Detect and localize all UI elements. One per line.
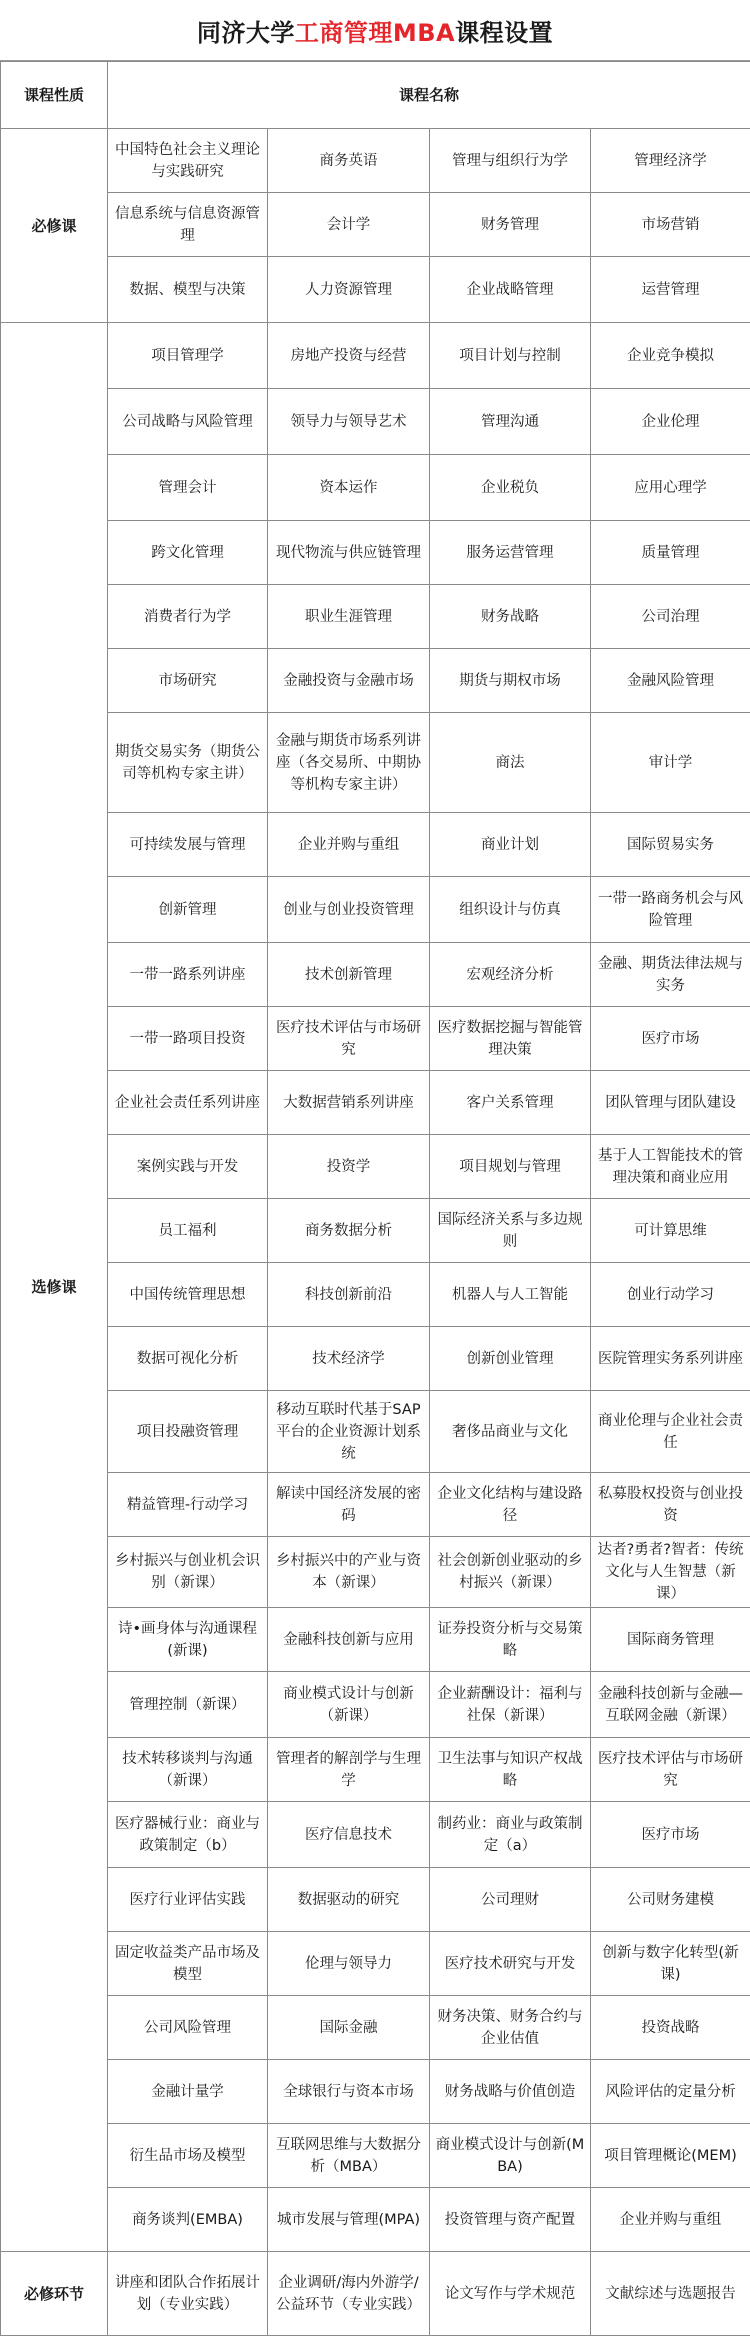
course-cell: 管理控制（新课） bbox=[108, 1672, 268, 1738]
table-row bbox=[1, 1135, 750, 1199]
course-cell: 卫生法事与知识产权战略 bbox=[430, 1738, 591, 1802]
course-cell: 金融投资与金融市场 bbox=[268, 649, 430, 713]
course-cell: 财务战略与价值创造 bbox=[430, 2060, 591, 2124]
course-cell: 项目管理学 bbox=[108, 323, 268, 389]
course-cell: 解读中国经济发展的密码 bbox=[268, 1473, 430, 1537]
course-cell: 金融与期货市场系列讲座（各交易所、中期协等机构专家主讲） bbox=[268, 713, 430, 813]
table-row bbox=[1, 1537, 750, 1608]
table-row bbox=[1, 1738, 750, 1802]
table-row bbox=[1, 193, 750, 257]
course-cell: 跨文化管理 bbox=[108, 521, 268, 585]
header-category: 课程性质 bbox=[1, 62, 108, 129]
course-cell: 医疗市场 bbox=[591, 1007, 750, 1071]
course-cell: 审计学 bbox=[591, 713, 750, 813]
course-cell: 大数据营销系列讲座 bbox=[268, 1071, 430, 1135]
course-cell: 金融风险管理 bbox=[591, 649, 750, 713]
course-cell: 数据驱动的研究 bbox=[268, 1868, 430, 1932]
course-cell: 数据可视化分析 bbox=[108, 1327, 268, 1391]
table-row bbox=[1, 585, 750, 649]
table-row bbox=[1, 521, 750, 585]
table-row bbox=[1, 1868, 750, 1932]
course-cell: 职业生涯管理 bbox=[268, 585, 430, 649]
course-cell: 财务决策、财务合约与企业估值 bbox=[430, 1996, 591, 2060]
table-row bbox=[1, 1007, 750, 1071]
course-cell: 乡村振兴与创业机会识别（新课） bbox=[108, 1537, 268, 1608]
course-cell: 科技创新前沿 bbox=[268, 1263, 430, 1327]
table-header-row bbox=[1, 62, 750, 129]
course-cell: 消费者行为学 bbox=[108, 585, 268, 649]
course-cell: 私募股权投资与创业投资 bbox=[591, 1473, 750, 1537]
course-cell: 管理沟通 bbox=[430, 389, 591, 455]
course-cell: 数据、模型与决策 bbox=[108, 257, 268, 323]
course-cell: 医院管理实务系列讲座 bbox=[591, 1327, 750, 1391]
course-cell: 医疗技术研究与开发 bbox=[430, 1932, 591, 1996]
course-cell: 商法 bbox=[430, 713, 591, 813]
course-cell: 现代物流与供应链管理 bbox=[268, 521, 430, 585]
course-cell: 公司治理 bbox=[591, 585, 750, 649]
course-cell: 医疗技术评估与市场研究 bbox=[268, 1007, 430, 1071]
course-cell: 商务英语 bbox=[268, 129, 430, 193]
course-cell: 风险评估的定量分析 bbox=[591, 2060, 750, 2124]
table-row bbox=[1, 2060, 750, 2124]
course-cell: 中国特色社会主义理论与实践研究 bbox=[108, 129, 268, 193]
course-cell: 企业薪酬设计：福利与社保（新课） bbox=[430, 1672, 591, 1738]
course-cell: 金融计量学 bbox=[108, 2060, 268, 2124]
course-cell: 资本运作 bbox=[268, 455, 430, 521]
course-cell: 组织设计与仿真 bbox=[430, 877, 591, 943]
table-row bbox=[1, 455, 750, 521]
table-row bbox=[1, 2124, 750, 2188]
course-cell: 固定收益类产品市场及模型 bbox=[108, 1932, 268, 1996]
course-cell: 企业调研/海内外游学/公益环节（专业实践） bbox=[268, 2252, 430, 2336]
course-cell: 机器人与人工智能 bbox=[430, 1263, 591, 1327]
course-cell: 基于人工智能技术的管理决策和商业应用 bbox=[591, 1135, 750, 1199]
course-cell: 项目计划与控制 bbox=[430, 323, 591, 389]
course-cell: 房地产投资与经营 bbox=[268, 323, 430, 389]
course-cell: 案例实践与开发 bbox=[108, 1135, 268, 1199]
title-prefix: 同济大学 bbox=[197, 13, 295, 48]
table-row bbox=[1, 1071, 750, 1135]
course-cell: 创新与数字化转型(新课) bbox=[591, 1932, 750, 1996]
course-cell: 医疗行业评估实践 bbox=[108, 1868, 268, 1932]
course-cell: 制药业：商业与政策制定（a） bbox=[430, 1802, 591, 1868]
title-accent: 工商管理MBA bbox=[295, 13, 455, 48]
course-cell: 企业伦理 bbox=[591, 389, 750, 455]
course-cell: 一带一路商务机会与风险管理 bbox=[591, 877, 750, 943]
course-cell: 管理者的解剖学与生理学 bbox=[268, 1738, 430, 1802]
course-cell: 金融、期货法律法规与实务 bbox=[591, 943, 750, 1007]
course-cell: 国际金融 bbox=[268, 1996, 430, 2060]
course-cell: 市场营销 bbox=[591, 193, 750, 257]
course-cell: 领导力与领导艺术 bbox=[268, 389, 430, 455]
course-cell: 信息系统与信息资源管理 bbox=[108, 193, 268, 257]
course-cell: 社会创新创业驱动的乡村振兴（新课） bbox=[430, 1537, 591, 1608]
course-cell: 质量管理 bbox=[591, 521, 750, 585]
course-cell: 国际贸易实务 bbox=[591, 813, 750, 877]
table-row bbox=[1, 1996, 750, 2060]
course-cell: 商业模式设计与创新（新课） bbox=[268, 1672, 430, 1738]
course-cell: 一带一路项目投资 bbox=[108, 1007, 268, 1071]
table-row bbox=[1, 1608, 750, 1672]
course-cell: 商业伦理与企业社会责任 bbox=[591, 1391, 750, 1473]
table-row bbox=[1, 129, 750, 193]
table-row bbox=[1, 1199, 750, 1263]
table-row bbox=[1, 323, 750, 389]
category-cell: 必修环节 bbox=[1, 2252, 108, 2336]
course-cell: 公司风险管理 bbox=[108, 1996, 268, 2060]
category-cell: 必修课 bbox=[1, 129, 108, 323]
table-row bbox=[1, 1672, 750, 1738]
course-cell: 企业社会责任系列讲座 bbox=[108, 1071, 268, 1135]
course-cell: 企业并购与重组 bbox=[591, 2188, 750, 2252]
table-row bbox=[1, 813, 750, 877]
course-cell: 技术转移谈判与沟通（新课） bbox=[108, 1738, 268, 1802]
course-cell: 应用心理学 bbox=[591, 455, 750, 521]
course-cell: 医疗数据挖掘与智能管理决策 bbox=[430, 1007, 591, 1071]
course-cell: 投资战略 bbox=[591, 1996, 750, 2060]
course-cell: 金融科技创新与应用 bbox=[268, 1608, 430, 1672]
table-body bbox=[1, 129, 750, 2336]
course-cell: 期货与期权市场 bbox=[430, 649, 591, 713]
course-cell: 诗•画身体与沟通课程(新课) bbox=[108, 1608, 268, 1672]
course-cell: 创业与创业投资管理 bbox=[268, 877, 430, 943]
course-cell: 人力资源管理 bbox=[268, 257, 430, 323]
course-cell: 商业计划 bbox=[430, 813, 591, 877]
course-cell: 商务谈判(EMBA) bbox=[108, 2188, 268, 2252]
course-cell: 文献综述与选题报告 bbox=[591, 2252, 750, 2336]
table-row bbox=[1, 1473, 750, 1537]
page-title bbox=[0, 0, 750, 61]
course-cell: 可持续发展与管理 bbox=[108, 813, 268, 877]
course-cell: 市场研究 bbox=[108, 649, 268, 713]
course-cell: 金融科技创新与金融—互联网金融（新课） bbox=[591, 1672, 750, 1738]
table-row bbox=[1, 943, 750, 1007]
course-cell: 技术经济学 bbox=[268, 1327, 430, 1391]
course-cell: 国际商务管理 bbox=[591, 1608, 750, 1672]
course-cell: 项目管理概论(MEM) bbox=[591, 2124, 750, 2188]
course-cell: 达者?勇者?智者：传统文化与人生智慧（新课） bbox=[591, 1537, 750, 1608]
course-cell: 商务数据分析 bbox=[268, 1199, 430, 1263]
table-row bbox=[1, 1802, 750, 1868]
course-cell: 中国传统管理思想 bbox=[108, 1263, 268, 1327]
course-cell: 技术创新管理 bbox=[268, 943, 430, 1007]
course-cell: 一带一路系列讲座 bbox=[108, 943, 268, 1007]
table-row bbox=[1, 877, 750, 943]
course-cell: 管理会计 bbox=[108, 455, 268, 521]
course-cell: 乡村振兴中的产业与资本（新课） bbox=[268, 1537, 430, 1608]
course-cell: 医疗信息技术 bbox=[268, 1802, 430, 1868]
course-cell: 项目投融资管理 bbox=[108, 1391, 268, 1473]
table-row bbox=[1, 1391, 750, 1473]
course-cell: 创业行动学习 bbox=[591, 1263, 750, 1327]
course-cell: 员工福利 bbox=[108, 1199, 268, 1263]
course-cell: 全球银行与资本市场 bbox=[268, 2060, 430, 2124]
table-row bbox=[1, 389, 750, 455]
course-cell: 企业文化结构与建设路径 bbox=[430, 1473, 591, 1537]
table-row bbox=[1, 2188, 750, 2252]
course-cell: 创新创业管理 bbox=[430, 1327, 591, 1391]
table-row bbox=[1, 713, 750, 813]
course-cell: 可计算思维 bbox=[591, 1199, 750, 1263]
course-cell: 投资学 bbox=[268, 1135, 430, 1199]
course-cell: 伦理与领导力 bbox=[268, 1932, 430, 1996]
course-cell: 医疗器械行业：商业与政策制定（b） bbox=[108, 1802, 268, 1868]
course-cell: 论文写作与学术规范 bbox=[430, 2252, 591, 2336]
course-cell: 企业竞争模拟 bbox=[591, 323, 750, 389]
table-row bbox=[1, 1263, 750, 1327]
course-cell: 讲座和团队合作拓展计划（专业实践） bbox=[108, 2252, 268, 2336]
course-cell: 商业模式设计与创新(MBA) bbox=[430, 2124, 591, 2188]
course-cell: 管理与组织行为学 bbox=[430, 129, 591, 193]
course-cell: 服务运营管理 bbox=[430, 521, 591, 585]
course-cell: 创新管理 bbox=[108, 877, 268, 943]
course-cell: 公司理财 bbox=[430, 1868, 591, 1932]
course-cell: 医疗技术评估与市场研究 bbox=[591, 1738, 750, 1802]
course-cell: 证券投资分析与交易策略 bbox=[430, 1608, 591, 1672]
title-suffix: 课程设置 bbox=[455, 13, 553, 48]
course-cell: 财务战略 bbox=[430, 585, 591, 649]
course-cell: 宏观经济分析 bbox=[430, 943, 591, 1007]
table-row bbox=[1, 2252, 750, 2336]
course-cell: 衍生品市场及模型 bbox=[108, 2124, 268, 2188]
table-row bbox=[1, 257, 750, 323]
course-cell: 财务管理 bbox=[430, 193, 591, 257]
course-cell: 国际经济关系与多边规则 bbox=[430, 1199, 591, 1263]
course-cell: 管理经济学 bbox=[591, 129, 750, 193]
course-cell: 互联网思维与大数据分析（MBA） bbox=[268, 2124, 430, 2188]
course-cell: 会计学 bbox=[268, 193, 430, 257]
category-cell: 选修课 bbox=[1, 323, 108, 2252]
course-cell: 客户关系管理 bbox=[430, 1071, 591, 1135]
header-course-name: 课程名称 bbox=[108, 62, 750, 129]
course-cell: 奢侈品商业与文化 bbox=[430, 1391, 591, 1473]
course-cell: 城市发展与管理(MPA) bbox=[268, 2188, 430, 2252]
course-cell: 期货交易实务（期货公司等机构专家主讲） bbox=[108, 713, 268, 813]
table-row bbox=[1, 1327, 750, 1391]
course-cell: 项目规划与管理 bbox=[430, 1135, 591, 1199]
table-row bbox=[1, 649, 750, 713]
course-cell: 企业战略管理 bbox=[430, 257, 591, 323]
course-cell: 医疗市场 bbox=[591, 1802, 750, 1868]
course-table bbox=[0, 61, 750, 2336]
course-cell: 投资管理与资产配置 bbox=[430, 2188, 591, 2252]
course-cell: 企业税负 bbox=[430, 455, 591, 521]
table-row bbox=[1, 1932, 750, 1996]
course-cell: 移动互联时代基于SAP平台的企业资源计划系统 bbox=[268, 1391, 430, 1473]
course-cell: 公司战略与风险管理 bbox=[108, 389, 268, 455]
course-cell: 公司财务建模 bbox=[591, 1868, 750, 1932]
course-cell: 企业并购与重组 bbox=[268, 813, 430, 877]
course-cell: 团队管理与团队建设 bbox=[591, 1071, 750, 1135]
course-cell: 运营管理 bbox=[591, 257, 750, 323]
course-cell: 精益管理-行动学习 bbox=[108, 1473, 268, 1537]
